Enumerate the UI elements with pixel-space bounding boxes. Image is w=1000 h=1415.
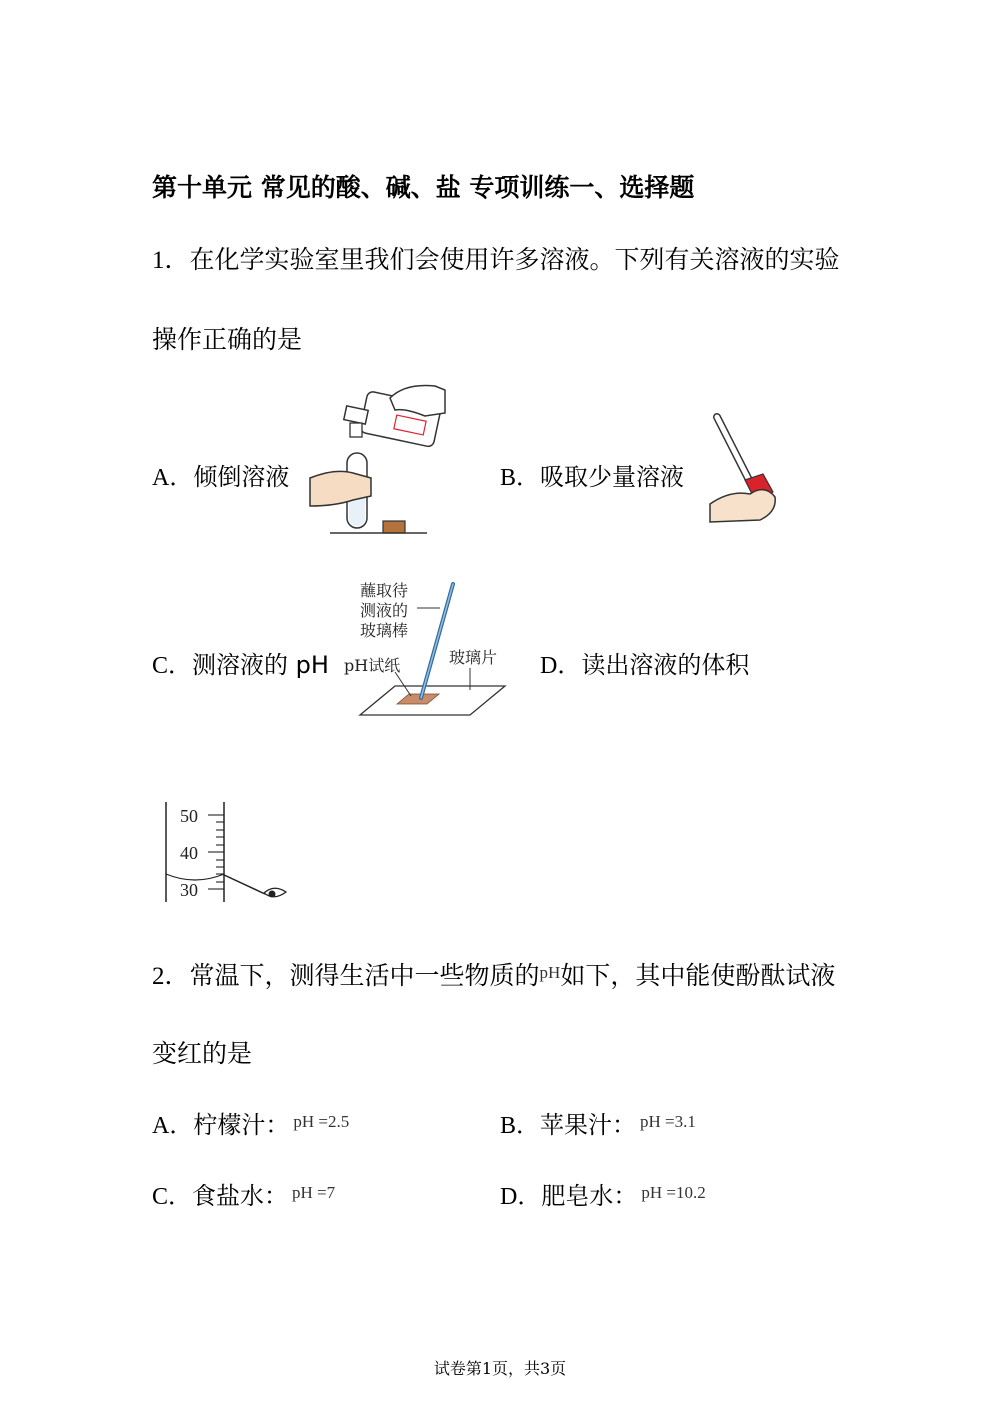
option-a[interactable] — [152, 457, 289, 492]
question-2-stem-ph: pH — [539, 963, 561, 982]
option-d-letter: D． — [540, 653, 582, 679]
page-title: 第十单元 常见的酸、碱、盐 专项训练一、选择题 — [152, 173, 695, 202]
question-1-stem-1: 在化学实验室里我们会使用许多溶液。下列有关溶液的实验 — [189, 245, 840, 274]
q2-option-c-value: pH =7 — [292, 1183, 336, 1202]
figure-c-label-rod-3: 玻璃棒 — [360, 621, 409, 640]
question-2-number: 2． — [152, 963, 190, 990]
question-2-line-1 — [152, 956, 835, 992]
cylinder-tick-50: 50 — [180, 806, 198, 826]
option-a-letter: A． — [152, 465, 194, 491]
q2-option-b-text: 苹果汁： — [540, 1111, 637, 1139]
option-d-text: 读出溶液的体积 — [581, 651, 750, 679]
ph-test-illustration — [355, 578, 515, 723]
option-b-text: 吸取少量溶液 — [540, 463, 685, 491]
option-c-letter: C． — [152, 653, 193, 679]
q2-option-d-value: pH =10.2 — [641, 1183, 706, 1202]
q2-option-a-letter: A． — [152, 1113, 194, 1139]
q2-option-b-letter: B． — [500, 1113, 541, 1139]
option-a-text: 倾倒溶液 — [193, 463, 290, 491]
question-2-stem-1b: 如下，其中能使酚酞试液 — [560, 961, 836, 990]
figure-c-label-slide: 玻璃片 — [449, 648, 498, 667]
q2-option-c-letter: C． — [152, 1184, 193, 1210]
figure-c-label-rod-1: 蘸取待 — [360, 581, 409, 600]
q2-option-c-text: 食盐水： — [192, 1182, 289, 1210]
option-c-text: 测溶液的 pH — [192, 651, 329, 679]
question-2-stem-1a: 常温下，测得生活中一些物质的 — [189, 961, 540, 990]
q2-option-b-value: pH =3.1 — [640, 1112, 696, 1131]
question-1-line-1 — [152, 240, 840, 276]
dropper-illustration — [705, 412, 785, 532]
question-1-number: 1． — [152, 247, 190, 274]
q2-option-a-text: 柠檬汁： — [193, 1111, 290, 1139]
cylinder-tick-30: 30 — [180, 880, 198, 900]
q2-option-a[interactable] — [152, 1105, 349, 1140]
q2-option-d-letter: D． — [500, 1184, 542, 1210]
option-d[interactable] — [540, 645, 749, 680]
option-b-letter: B． — [500, 465, 541, 491]
q2-option-b[interactable] — [500, 1105, 696, 1140]
figure-c-label-paper: pH试纸 — [344, 656, 401, 675]
q2-option-c[interactable] — [152, 1176, 335, 1211]
q2-option-d[interactable] — [500, 1176, 706, 1211]
q2-option-d-text: 肥皂水： — [541, 1182, 638, 1210]
question-1-stem-2: 操作正确的是 — [152, 325, 303, 354]
option-c[interactable] — [152, 645, 329, 680]
question-2-stem-2: 变红的是 — [152, 1039, 253, 1068]
cylinder-tick-40: 40 — [180, 843, 198, 863]
figure-c-label-rod-2: 测液的 — [360, 601, 409, 620]
q2-option-a-value: pH =2.5 — [293, 1112, 350, 1131]
pouring-liquid-illustration — [305, 378, 445, 538]
page-footer: 试卷第1页，共3页 — [433, 1359, 567, 1378]
option-b[interactable] — [500, 457, 684, 492]
